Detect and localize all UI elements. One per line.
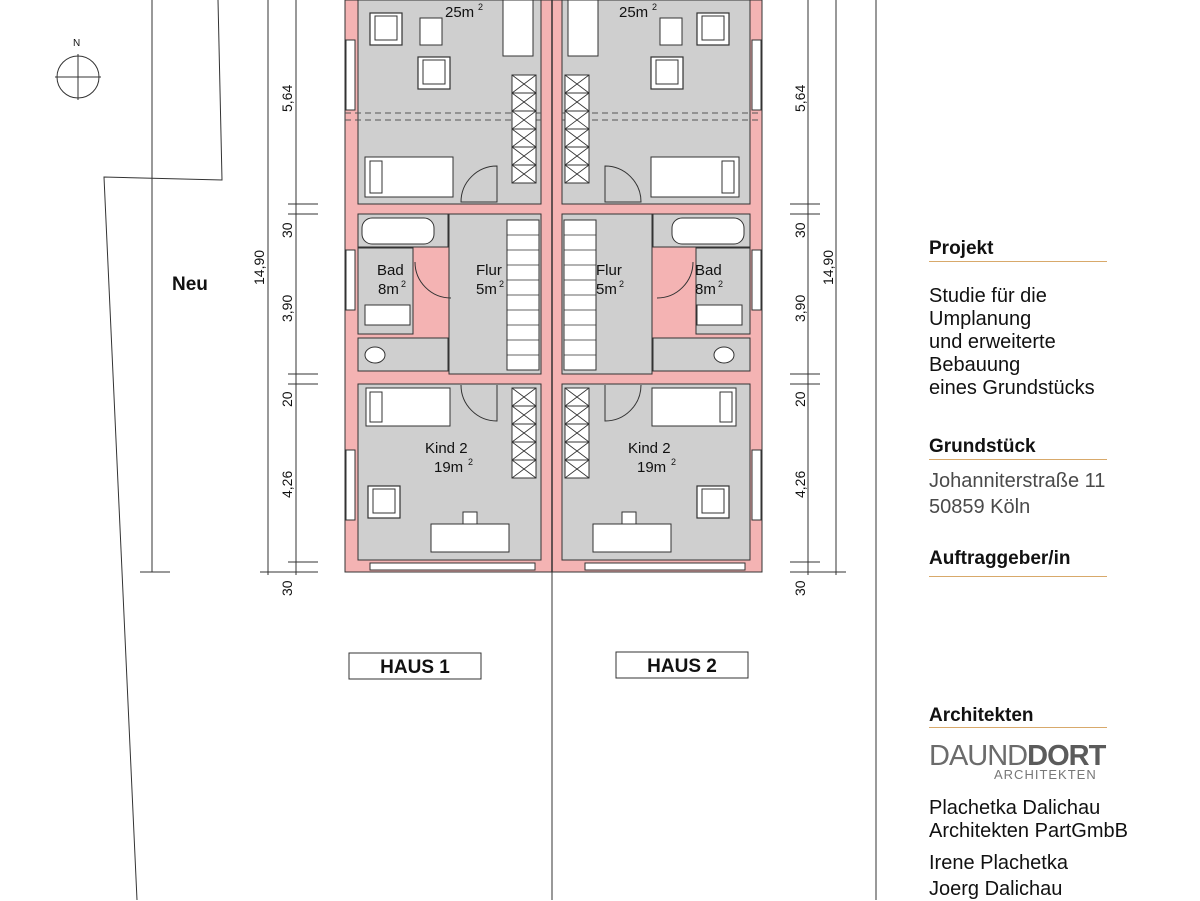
svg-text:2: 2 xyxy=(718,279,724,289)
svg-text:Bad: Bad xyxy=(695,262,722,279)
daunddort-logo: DAUNDDORT ARCHITEKTEN xyxy=(929,740,1106,782)
north-arrow-icon xyxy=(55,38,101,100)
svg-text:3,90: 3,90 xyxy=(792,294,808,322)
svg-text:2: 2 xyxy=(401,279,407,289)
house-labels xyxy=(349,652,748,679)
svg-text:4,26: 4,26 xyxy=(279,470,295,498)
svg-text:5,64: 5,64 xyxy=(792,84,808,112)
grundstueck-rule xyxy=(929,459,1107,460)
architekten-rule xyxy=(929,727,1107,728)
svg-text:2: 2 xyxy=(652,2,658,12)
person-line-2: Joerg Dalichau xyxy=(929,878,1063,900)
svg-text:14,90: 14,90 xyxy=(820,249,836,285)
svg-text:19m: 19m xyxy=(434,459,464,476)
grundstueck-heading: Grundstück xyxy=(929,436,1036,457)
projekt-line-1: Studie für die xyxy=(929,285,1047,307)
haus2-label: HAUS 2 xyxy=(647,656,717,677)
projekt-heading: Projekt xyxy=(929,238,994,259)
svg-text:20: 20 xyxy=(792,391,808,407)
svg-text:2: 2 xyxy=(671,457,677,467)
svg-text:5m: 5m xyxy=(476,281,497,298)
svg-text:Kind 2: Kind 2 xyxy=(425,440,468,457)
svg-text:14,90: 14,90 xyxy=(251,249,267,285)
svg-text:Flur: Flur xyxy=(476,262,502,279)
svg-text:2: 2 xyxy=(468,457,474,467)
svg-text:19m: 19m xyxy=(637,459,667,476)
svg-text:20: 20 xyxy=(279,391,295,407)
svg-text:30: 30 xyxy=(279,222,295,238)
auftraggeber-rule xyxy=(929,576,1107,577)
svg-text:2: 2 xyxy=(619,279,625,289)
svg-text:4,26: 4,26 xyxy=(792,470,808,498)
neighbor-label: Neu xyxy=(172,274,208,295)
svg-text:30: 30 xyxy=(792,580,808,596)
architekten-heading: Architekten xyxy=(929,705,1034,726)
address-line-2: 50859 Köln xyxy=(929,496,1031,518)
person-line-1: Irene Plachetka xyxy=(929,852,1068,874)
svg-text:2: 2 xyxy=(478,2,484,12)
projekt-line-2: Umplanung xyxy=(929,308,1032,330)
haus1-label: HAUS 1 xyxy=(380,657,450,678)
firm-line-2: Architekten PartGmbB xyxy=(929,820,1128,842)
svg-text:Bad: Bad xyxy=(377,262,404,279)
svg-text:3,90: 3,90 xyxy=(279,294,295,322)
projekt-line-4: Bebauung xyxy=(929,354,1021,376)
svg-text:25m: 25m xyxy=(619,4,649,21)
north-label: N xyxy=(73,38,81,49)
svg-text:25m: 25m xyxy=(445,4,475,21)
firm-line-1: Plachetka Dalichau xyxy=(929,797,1101,819)
auftraggeber-heading: Auftraggeber/in xyxy=(929,548,1071,569)
svg-text:30: 30 xyxy=(792,222,808,238)
svg-text:8m: 8m xyxy=(378,281,399,298)
svg-text:5m: 5m xyxy=(596,281,617,298)
svg-text:5,64: 5,64 xyxy=(279,84,295,112)
projekt-line-5: eines Grundstücks xyxy=(929,377,1095,399)
projekt-rule xyxy=(929,261,1107,262)
address-line-1: Johanniterstraße 11 xyxy=(929,470,1106,492)
svg-text:Flur: Flur xyxy=(596,262,622,279)
svg-text:8m: 8m xyxy=(695,281,716,298)
svg-text:2: 2 xyxy=(499,279,505,289)
projekt-line-3: und erweiterte xyxy=(929,331,1056,353)
svg-text:Kind 2: Kind 2 xyxy=(628,440,671,457)
svg-text:30: 30 xyxy=(279,580,295,596)
